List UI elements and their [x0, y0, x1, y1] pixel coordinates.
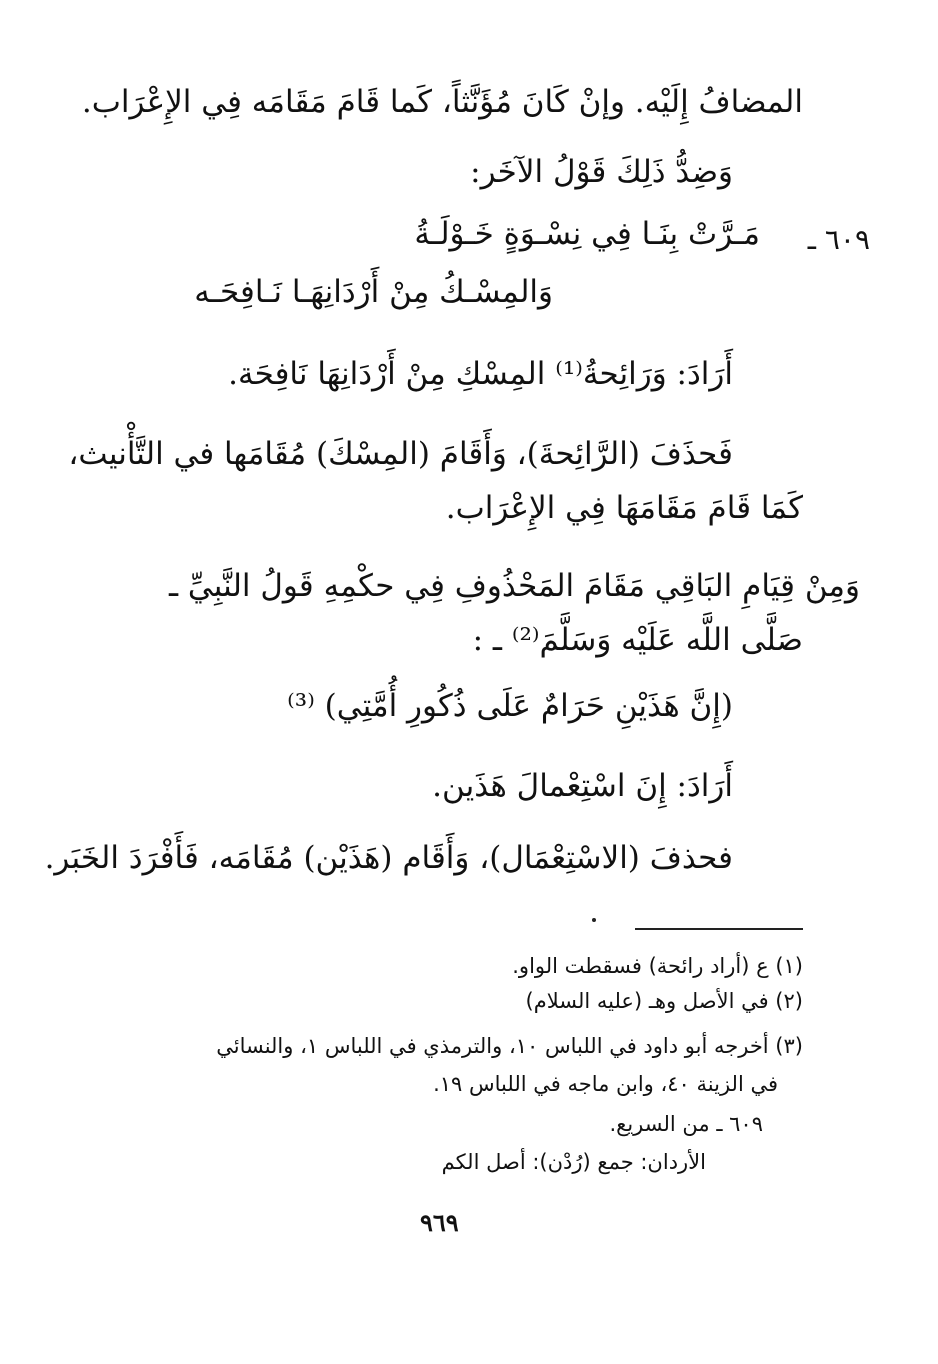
- footnote-verse-meter: ٦٠٩ ـ من السريع.: [609, 1112, 763, 1136]
- text-line: صَلَّى اللَّه عَلَيْه وَسَلَّمَ⁽²⁾ ـ :: [472, 622, 803, 658]
- footnote-1: (١) ع (أراد رائحة) فسقطت الواو.: [512, 954, 803, 978]
- text-line: وَضِدُّ ذَلِكَ قَوْلُ الآخَر:: [470, 154, 733, 190]
- text-line: فحذفَ (الاسْتِعْمَال)، وَأَقَام (هَذَيْن) مُقَامَه، فَأَفْرَدَ الخَبَر.: [44, 840, 733, 876]
- verse-hemistich-2: وَالمِسْـكُ مِنْ أَرْدَانِهَـا نَـافِحَـه: [194, 274, 553, 310]
- footnote-2: (٢) في الأصل وهـ (عليه السلام): [525, 989, 803, 1013]
- footnote-3: (٣) أخرجه أبو داود في اللباس ١٠، والترمذي في اللباس ١، والنسائي: [216, 1034, 803, 1058]
- page-number: ٩٦٩: [420, 1208, 459, 1237]
- verse-number: ٦٠٩ ـ: [807, 223, 870, 256]
- text-line: وَمِنْ قِيَامِ البَاقِي مَقَامَ المَحْذُوفِ فِي حكْمِهِ قَولُ النَّبِيِّ ـ: [168, 568, 860, 604]
- footnote-separator: [635, 928, 803, 930]
- hadith-quote: (إِنَّ هَذَيْنِ حَرَامٌ عَلَى ذُكُورِ أُمَّتِي) ⁽³⁾: [287, 688, 733, 724]
- verse-hemistich-1: مَـرَّتْ بِنَـا فِي نِسْـوَةٍ خَـوْلَـةُ: [414, 216, 760, 252]
- footnote-glossary: الأردان: جمع (رُدْن): أصل الكم: [441, 1150, 706, 1174]
- footnote-3-continued: في الزينة ٤٠، وابن ماجه في اللباس ١٩.: [433, 1072, 778, 1096]
- stray-dot: [592, 918, 596, 922]
- text-line: فَحذَفَ (الرَّائِحةَ)، وَأَقَامَ (المِسْكَ) مُقَامَها في التَّأْنيث،: [68, 436, 733, 472]
- text-line: أَرَادَ: إِنَ اسْتِعْمالَ هَذَين.: [432, 768, 733, 804]
- text-line: كَمَا قَامَ مَقَامَهَا فِي الإِعْرَاب.: [445, 490, 803, 526]
- text-line: المضافُ إِلَيْه. وإنْ كَانَ مُؤَنَّثاً، كَما قَامَ مَقَامَه فِي الإِعْرَاب.: [81, 84, 803, 120]
- text-line: أَرَادَ: وَرَائِحةُ⁽¹⁾ المِسْكِ مِنْ أَرْدَانِهَا نَافِحَة.: [228, 356, 733, 392]
